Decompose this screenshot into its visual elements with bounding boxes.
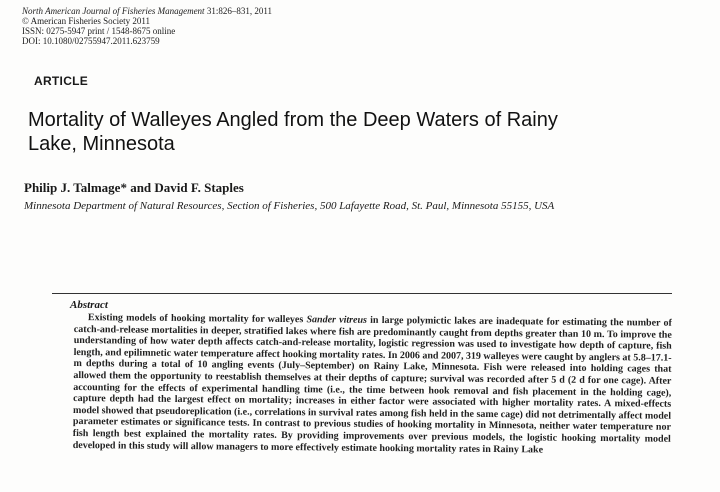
article-title: Mortality of Walleyes Angled from the Deep Waters of Rainy Lake, Minnesota xyxy=(28,109,558,155)
section-label: ARTICLE xyxy=(34,74,89,88)
author-list: Philip J. Talmage* and David F. Staples xyxy=(24,180,244,195)
abstract-divider xyxy=(52,293,672,294)
journal-citation-line xyxy=(22,6,272,16)
issn-line: ISSN: 0275-5947 print / 1548-8675 online xyxy=(22,26,176,36)
doi-line: DOI: 10.1080/02755947.2011.623759 xyxy=(22,36,160,46)
copyright-line: © American Fisheries Society 2011 xyxy=(22,16,150,26)
journal-name: North American Journal of Fisheries Management xyxy=(22,6,205,16)
abstract-heading: Abstract xyxy=(70,299,108,311)
abstract-text-start: Existing models of hooking mortality for walleyes xyxy=(87,312,307,326)
journal-header xyxy=(22,6,272,46)
abstract-text-rest: in large polymictic lakes are inadequate for estimating the number of catch-and-release mortalities in deeper, stratified lakes where fish are predominantly caught from depths greater than 10 m. To improve the understanding of how water depth affects catch-and-release mortality, logistic regression was used to investigate how depth of capture, fish length, and epilimnetic water temperature affect hooking mortality rates. In 2006 and 2007, 319 walleyes were caught by anglers at 5.8–17.1-m depths during a total of 10 angling events (July–September) on Rainy Lake, Minnesota. Fish were released into holding cages that allowed them the opportunity to reestablish themselves at their depths of capture; survival was recorded after 5 d (2 d for one cage). After accounting for the effects of experimental handling time (i.e., the time between hook removal and fish placement in the holding cage), capture depth had the largest effect on mortality; increases in either factor were associated with higher mortality rates. A mixed-effects model showed that pseudoreplication (i.e., correlations in survival rates among fish held in the same cage) did not detrimentally affect model parameter estimates or significance tests. In contrast to previous studies of hooking mortality in Minnesota, neither water temperature nor fish length best explained the mortality rates. By providing improvements over previous models, the logistic hooking mortality model developed in this study will allow managers to more effectively estimate hooking mortality rates in Rainy Lake xyxy=(72,314,672,456)
species-name: Sander vitreus xyxy=(306,314,368,326)
abstract-body xyxy=(73,312,672,457)
journal-volume-pages: 31:826–831, 2011 xyxy=(204,6,272,16)
author-affiliation: Minnesota Department of Natural Resources, Section of Fisheries, 500 Lafayette Road, St. Paul, Minnesota 55155, USA xyxy=(24,200,555,212)
